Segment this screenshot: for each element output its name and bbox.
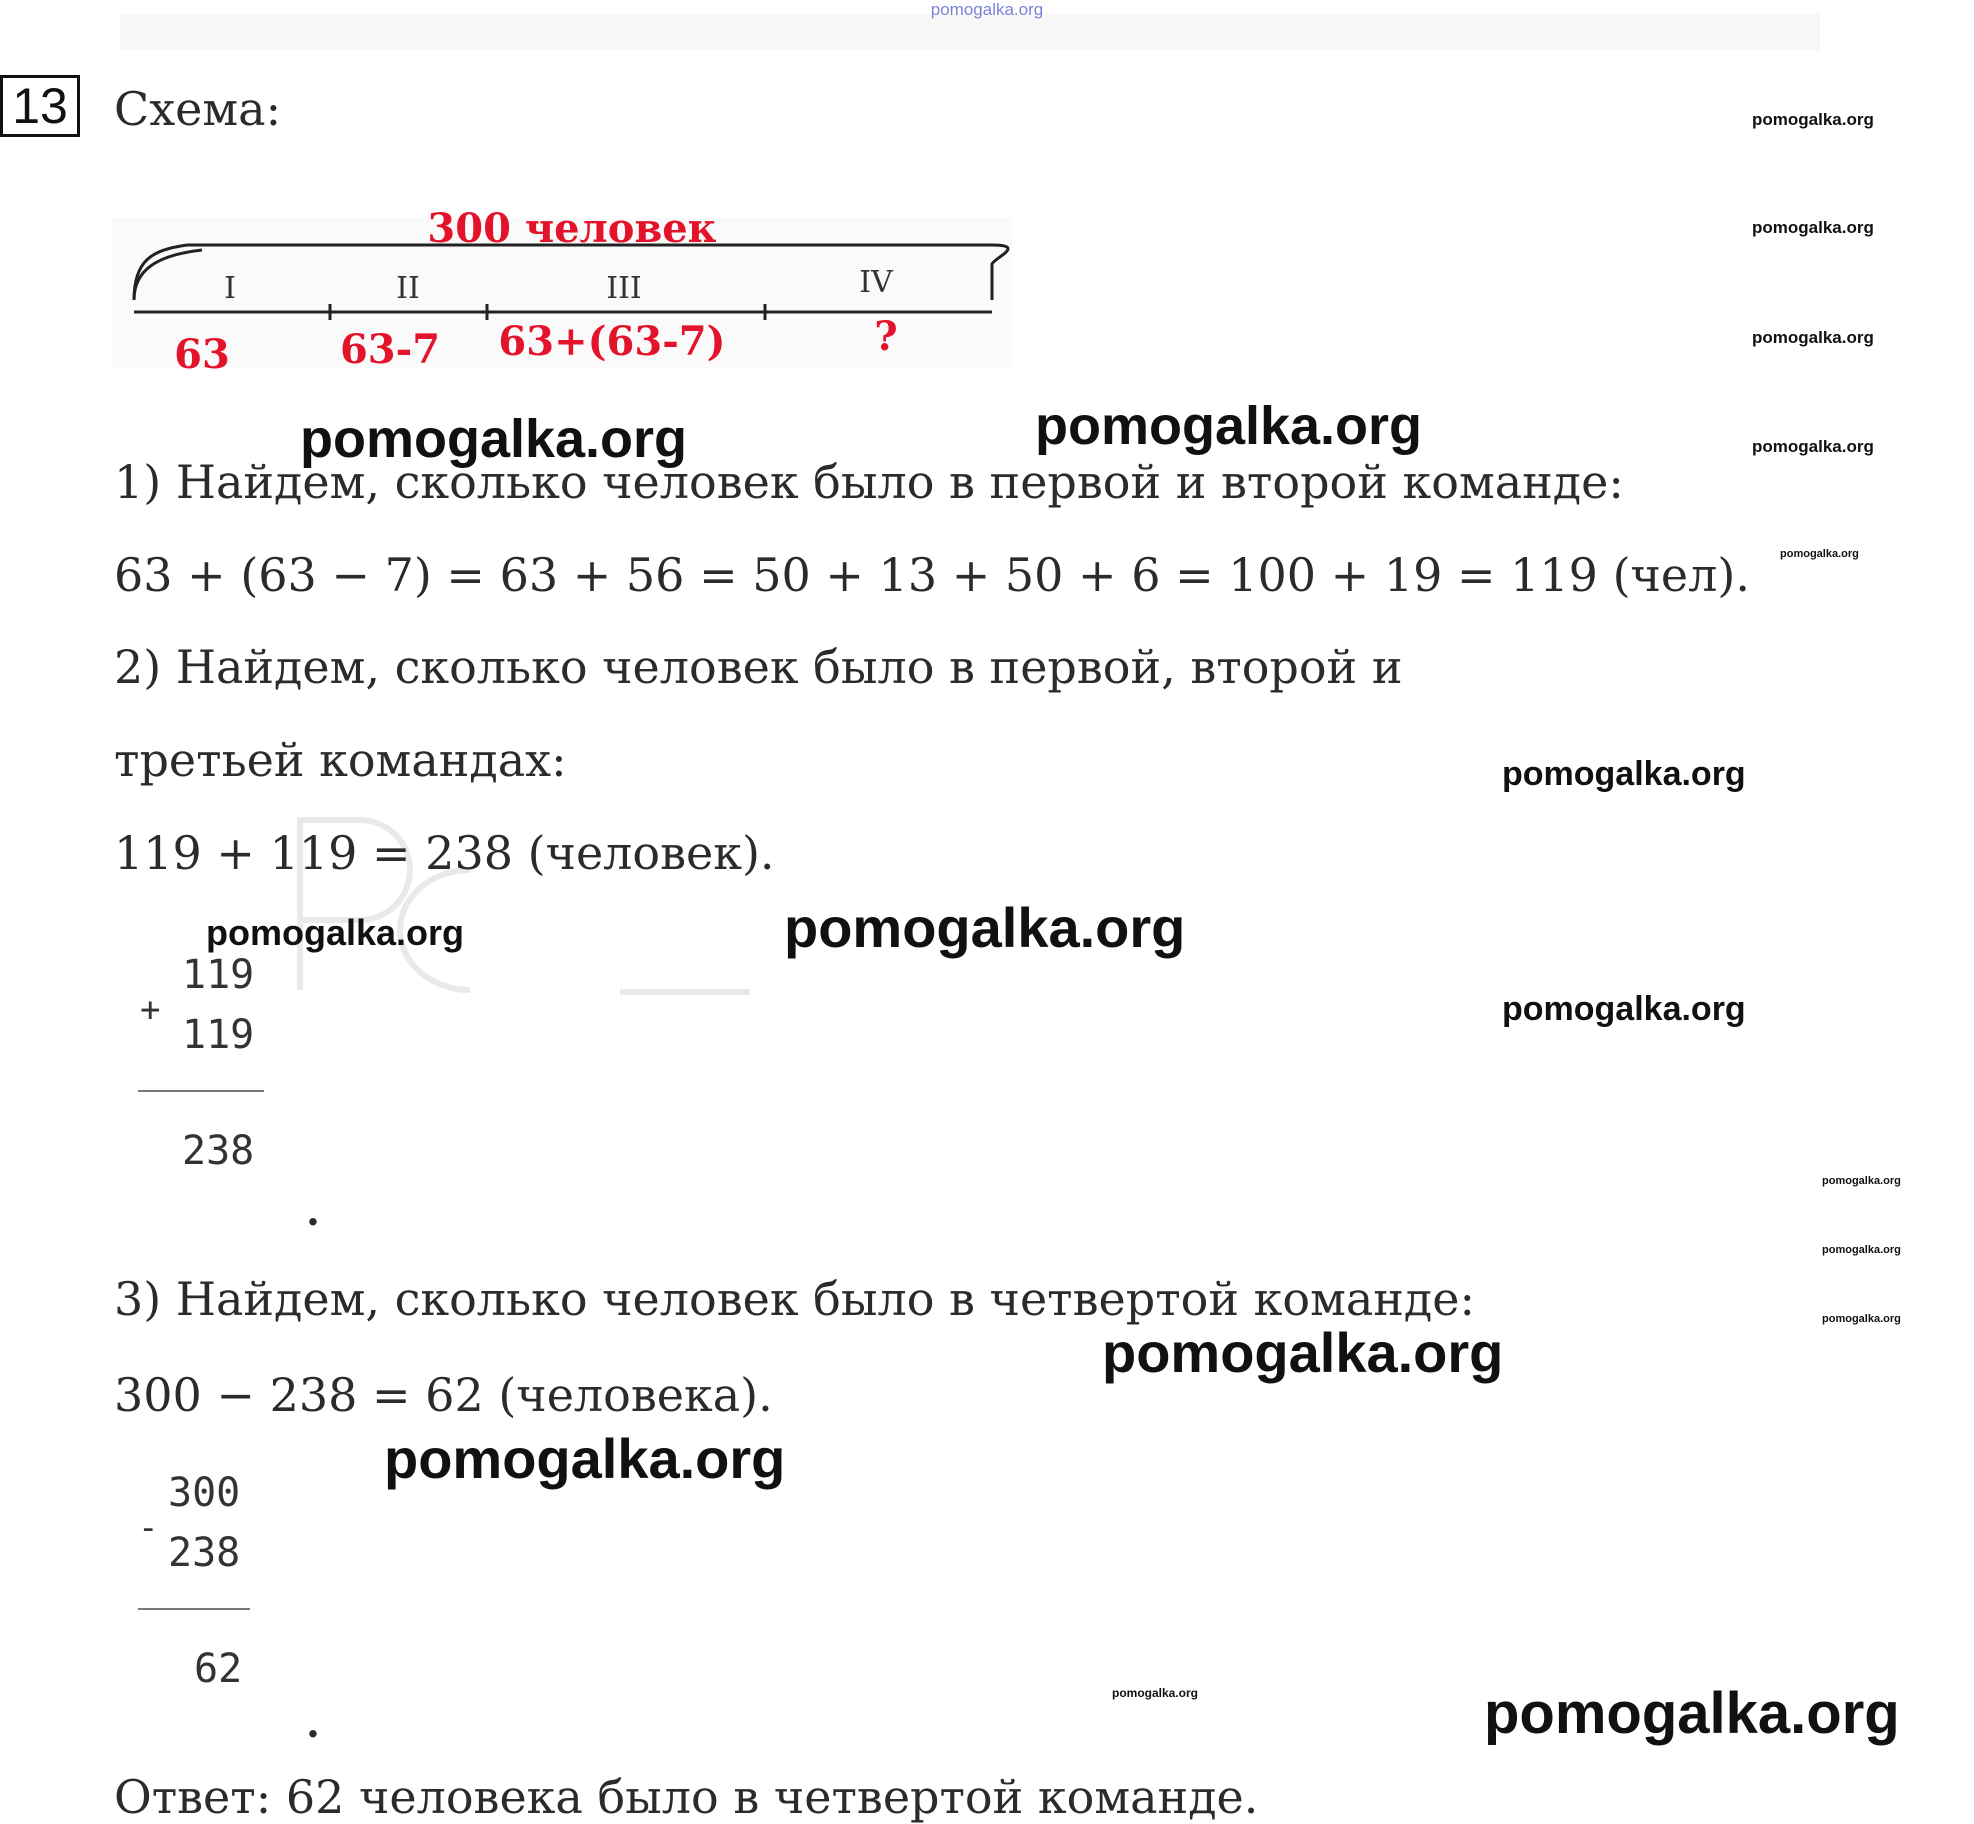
watermark: pomogalka.org [1502, 755, 1746, 793]
watermark: pomogalka.org [1822, 1175, 1901, 1187]
column-sub-divider [138, 1608, 250, 1610]
column-sub-operand-b: 238 [168, 1530, 241, 1576]
value-label-1: 63 [174, 331, 230, 378]
column-add-operand-a: 119 [182, 952, 255, 998]
scheme-label: Схема: [114, 82, 282, 136]
watermark: pomogalka.org [1484, 1681, 1900, 1746]
watermark: pomogalka.org [300, 409, 688, 469]
column-sub-result: 62 [194, 1646, 243, 1692]
column-sub-operand-a: 300 [168, 1470, 241, 1516]
column-add-dot: . [306, 1188, 320, 1235]
step2-text-line1: 2) Найдем, сколько человек было в первой, второй и [114, 640, 1403, 694]
watermark: pomogalka.org [1502, 990, 1746, 1028]
watermark: pomogalka.org [1752, 328, 1874, 347]
watermark: pomogalka.org [1822, 1313, 1901, 1325]
column-add-divider [138, 1090, 264, 1092]
value-label-2: 63-7 [339, 326, 441, 373]
column-add-result: 238 [182, 1128, 255, 1174]
part-label-1: I [224, 271, 236, 306]
watermark: pomogalka.org [1780, 548, 1859, 560]
column-sub-sign: - [138, 1508, 159, 1548]
part-label-4: IV [859, 265, 893, 300]
watermark: pomogalka.org [1102, 1321, 1504, 1384]
watermark: pomogalka.org [1035, 396, 1423, 456]
watermark: pomogalka.org [1752, 218, 1874, 237]
step3-text: 3) Найдем, сколько человек было в четвертой команде: [114, 1272, 1475, 1326]
task-number: 13 [0, 75, 80, 137]
watermark: pomogalka.org [384, 1427, 786, 1490]
segment-diagram [112, 200, 1012, 380]
step1-expression: 63 + (63 − 7) = 63 + 56 = 50 + 13 + 50 + 6 = 100 + 19 = 119 (чел). [114, 548, 1750, 602]
value-label-4: ? [874, 313, 898, 360]
top-watermark: pomogalka.org [930, 0, 1044, 19]
part-label-2: II [396, 271, 420, 306]
answer-text: Ответ: 62 человека было в четвертой команде. [114, 1770, 1259, 1824]
value-label-3: 63+(63-7) [498, 318, 726, 365]
watermark: pomogalka.org [206, 912, 465, 953]
column-sub-dot: . [306, 1700, 320, 1747]
watermark: pomogalka.org [1752, 110, 1874, 129]
step3-expression: 300 − 238 = 62 (человека). [114, 1368, 773, 1422]
diagram-total-label: 300 человек [427, 205, 717, 252]
step2-text-line2: третьей командах: [114, 733, 567, 787]
part-label-3: III [606, 271, 642, 306]
step2-expression: 119 + 119 = 238 (человек). [114, 826, 775, 880]
watermark: pomogalka.org [1752, 437, 1874, 456]
column-add-sign: + [140, 990, 161, 1030]
watermark: pomogalka.org [1112, 1686, 1199, 1700]
watermark: pomogalka.org [784, 896, 1186, 959]
watermark: pomogalka.org [1822, 1244, 1901, 1256]
column-add-operand-b: 119 [182, 1012, 255, 1058]
step1-text: 1) Найдем, сколько человек было в первой и второй команде: [114, 455, 1624, 509]
